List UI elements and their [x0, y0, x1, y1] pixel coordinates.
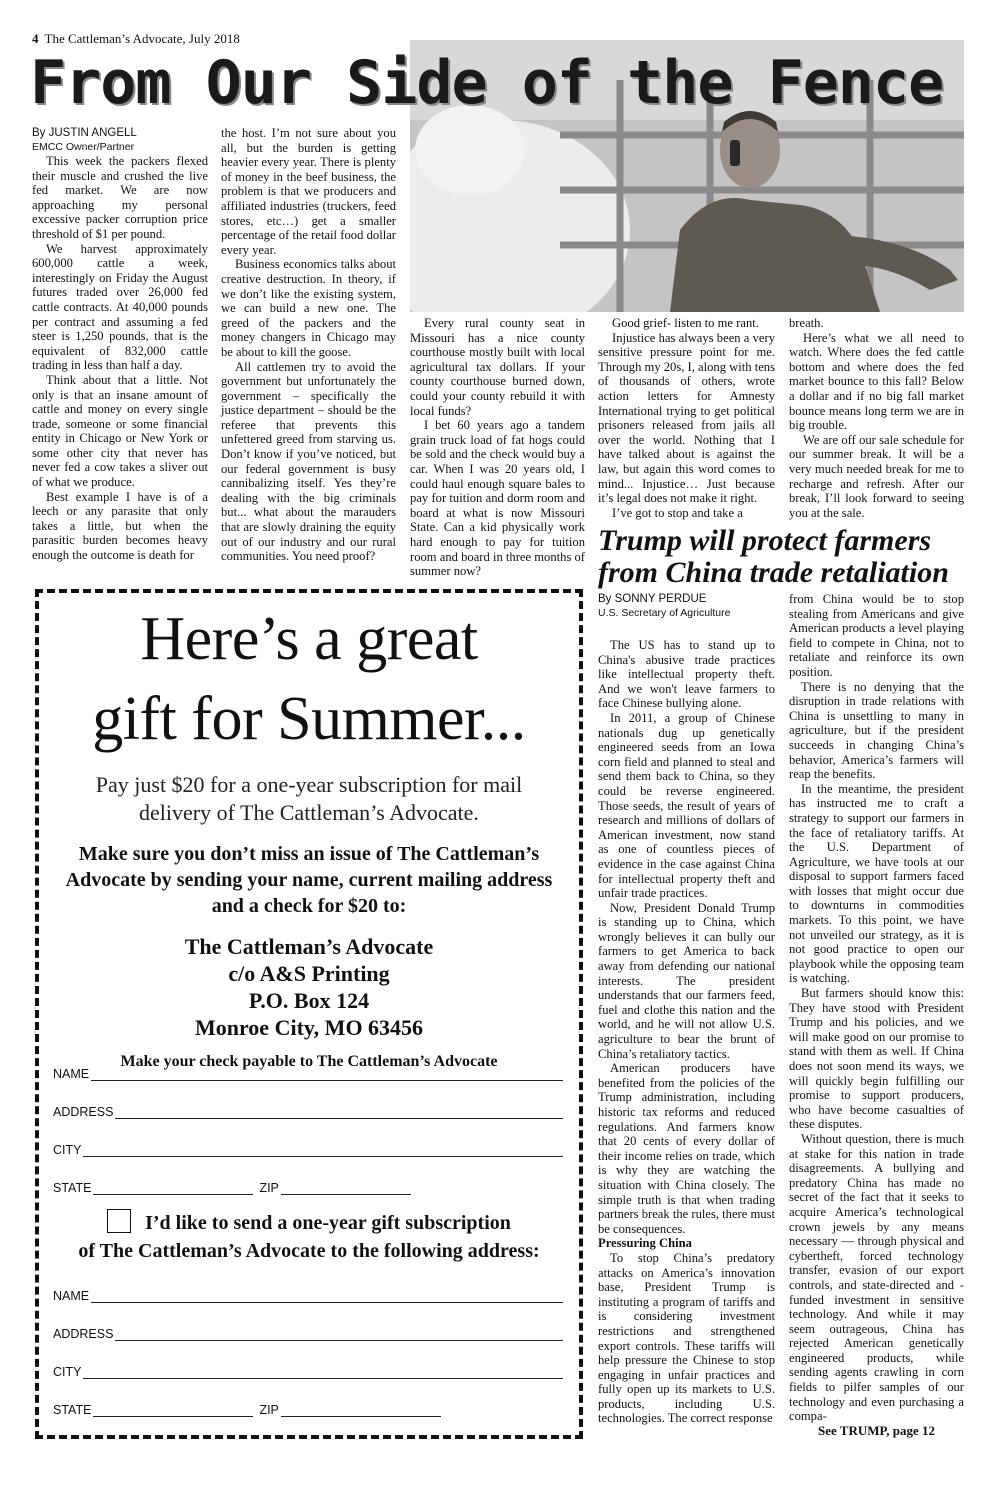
paragraph: In 2011, a group of Chinese nationals dug up genetically engineered seeds from an Iowa corn field and planned to steal and send them back to China, so they could be reverse engineered. Those seeds, the result of years of research and millions of dollars of American investment, now stand as one of countless pieces of evidence in the case against China for intellectual property theft and unfair trade practices. — [598, 710, 775, 901]
paragraph: Every rural county seat in Missouri has a nice county courthouse mostly built with local agricultural tax dollars. If your county courthouse burned down, could your county rebuild it with local funds? — [410, 316, 585, 418]
field-label: NAME — [53, 1289, 90, 1303]
byline-name: By JUSTIN ANGELL — [32, 127, 137, 139]
gift-state-zip-field[interactable] — [53, 1399, 563, 1417]
paragraph: To stop China’s predatory attacks on America’s innovation base, President Trump is instituting a program of tariffs and is considering investment restrictions and strengthened export controls. These tariffs will help pressure the Chinese to stop engaging in unfair practices and fully open up its markets to U.S. products, including U.S. technologies. The correct response — [598, 1250, 775, 1426]
paragraph: We harvest approximately 600,000 cattle a week, interestingly on Friday the August futures traded over 26,000 fed cattle contracts. At 40,000 pounds per contract and assuming a fed steer is 1,250 pounds, that is the equivalent of 832,000 cattle trading in less than half a day. — [32, 241, 208, 373]
section-banner: From Our Side of the Fence — [30, 48, 944, 118]
paragraph: This week the packers flexed their muscle and crushed the live fed market. We are now approaching my personal excessive packer corruption price threshold of $1 per pound. — [32, 154, 208, 241]
publication-name: The Cattleman’s Advocate, July 2018 — [44, 31, 240, 46]
paragraph: Best example I have is of a leech or any parasite that only takes a little, but when the parasitic burden becomes heavy enough the outcome is death for — [32, 489, 208, 563]
page-folio — [32, 31, 240, 47]
jump-reference[interactable]: See TRUMP, page 12 — [818, 1422, 935, 1438]
field-label: STATE — [53, 1181, 92, 1195]
paragraph: Here’s what we all need to watch. Where does the fed cattle bottom and where does the fed market bounce to this fall? Below a dollar and if no big fall market bounce means long term we are in big trouble. — [789, 330, 964, 433]
address-line: The Cattleman’s Advocate — [184, 934, 434, 959]
paragraph: Now, President Donald Trump is standing up to China, which wrongly believes it can bully our farmers to get America to back away from defending our national interests. The president understands that our farmers feed, fuel and clothe this nation and the world, and he will not allow U.S. agriculture to bear the brunt of China’s retaliatory tactics. — [598, 900, 775, 1061]
payable-note: Make your check payable to The Cattleman’s Advocate — [120, 1053, 498, 1070]
subhead: Pressuring China — [598, 1236, 692, 1251]
field-label: CITY — [53, 1143, 82, 1157]
paragraph: Think about that a little. Not only is that an insane amount of cattle and money on every single trade, someone or some financial entity in Chicago or New York or some other city that never has never fed a cow takes a sliver out of what we produce. — [32, 372, 208, 490]
ad-headline-line-1: Here’s a great — [140, 605, 478, 673]
angell-column-2 — [221, 126, 396, 564]
paragraph: I bet 60 years ago a tandem grain truck load of fat hogs could be sold and the check would buy a car. When I was 20 years old, I could haul enough square bales to pay for tuition and dorm room and board at what is now Missouri State. Can a kid physically work hard enough to pay for tuition room and board in three months of summer now? — [410, 418, 585, 579]
gift-line-2: of The Cattleman’s Advocate to the following address: — [78, 1240, 540, 1262]
address-line: c/o A&S Printing — [228, 961, 390, 986]
byline-title: EMCC Owner/Partner — [32, 141, 135, 153]
gift-address-field[interactable] — [53, 1323, 563, 1341]
address-field[interactable] — [53, 1101, 563, 1119]
paragraph: the host. I’m not sure about you all, but the burden is getting heavier every year. There is plenty of money in the beef business, the problem is that we producers and affiliated industries (truckers, feed stores, etc…) get a smaller percentage of the retail food dollar every year. — [221, 126, 396, 257]
paragraph: The US has to stand up to China's abusive trade practices like intellectual property theft. And we won't leave farmers to face Chinese bullying alone. — [598, 638, 775, 711]
paragraph: breath. — [789, 316, 824, 330]
paragraph: Good grief- listen to me rant. — [612, 316, 759, 330]
gift-line-1: I’d like to send a one-year gift subscription — [145, 1212, 511, 1234]
field-label: CITY — [53, 1365, 82, 1379]
ad-instructions: Make sure you don’t miss an issue of The Cattleman’s Advocate by sending your name, current mailing address and a check for $20 to: — [65, 843, 553, 917]
paragraph: Injustice has always been a very sensitive pressure point for me. Through my 20s, I, along with tens of thousands of others, wrote action letters for Amnesty International trying to get political prisoners released from jails all over the world. Nothing that I have talked about is against the law, but again this word comes to mind... Injustice… Just because it’s legal does not make it right. — [598, 330, 775, 506]
paragraph: There is no denying that the disruption in trade relations with China is unsettling to many in agriculture, but if the president succeeds in changing China’s behavior, America’s farmers will reap the benefits. — [789, 679, 964, 782]
angell-byline — [32, 126, 208, 154]
byline-name: By SONNY PERDUE — [598, 593, 707, 605]
angell-column-4 — [598, 316, 775, 520]
angell-column-3 — [410, 316, 585, 579]
ad-price-text: Pay just $20 for a one-year subscription for mail delivery of The Cattleman’s Advocate. — [95, 772, 523, 825]
page-number: 4 — [32, 31, 39, 46]
ad-headline — [39, 599, 579, 759]
address-line: Monroe City, MO 63456 — [194, 1015, 424, 1040]
field-label: ZIP — [259, 1403, 279, 1417]
name-field[interactable] — [53, 1063, 563, 1081]
city-field[interactable] — [53, 1139, 563, 1157]
angell-column-5 — [789, 316, 964, 520]
state-zip-field[interactable] — [53, 1177, 563, 1195]
paragraph: American producers have benefited from the policies of the Trump administration, including historic tax reforms and reduced regulations. And farmers know that 20 cents of every dollar of their income relies on trade, which is why they are watching the situation with China closely. The simple truth is that when trading partners break the rules, there must be consequences. — [598, 1061, 775, 1236]
field-label: ADDRESS — [53, 1105, 114, 1119]
trump-headline: Trump will protect farmers from China trade retaliation — [598, 524, 949, 589]
field-label: ADDRESS — [53, 1327, 114, 1341]
paragraph: All cattlemen try to avoid the government but unfortunately the government – specifically the justice department – should be the referee that prevents this unfettered greed from starving us. Don’t know if you’ve noticed, but our federal government is busy cannibalizing itself. Yes they’re dealing with the big criminals but... what about the marauders that are slowly draining the equity out of our industry and our rural communities. You need proof? — [221, 359, 396, 564]
gift-name-field[interactable] — [53, 1285, 563, 1303]
address-line: P.O. Box 124 — [248, 988, 370, 1013]
paragraph: We are off our sale schedule for our summer break. It will be a very much needed break for me to recharge and refresh. After our break, I’ll look forward to seeing you at the sale. — [789, 432, 964, 520]
field-label: ZIP — [259, 1181, 279, 1195]
byline-title: U.S. Secretary of Agriculture — [598, 607, 731, 619]
field-label: NAME — [53, 1067, 90, 1081]
ad-headline-line-2: gift for Summer... — [92, 685, 526, 753]
gift-checkbox[interactable] — [107, 1209, 131, 1233]
paragraph: I’ve got to stop and take a — [612, 505, 743, 520]
angell-column-1 — [32, 126, 208, 563]
mailing-address — [39, 933, 579, 1041]
perdue-byline — [598, 592, 775, 620]
paragraph: Without question, there is much at stake for this nation in trade disagreements. A bullying and predatory China has made no secret of the fact that it seeks to acquire America’s technological crown jewels by any means necessary — through physical and cybertheft, forced technology transfer, evasion of our export controls, and state-directed and -funded investment in sensitive technology. And while it may seem outrageous, China has rejected American genetically engineered products, while sending agents crawling in corn fields to pilfer samples of our technology and even purchasing a compa- — [789, 1131, 964, 1424]
gift-city-field[interactable] — [53, 1361, 563, 1379]
field-label: STATE — [53, 1403, 92, 1417]
paragraph: Business economics talks about creative destruction. In theory, if we don’t like the existing system, we can build a new one. The greed of the packers and the money changers in Chicago may be about to kill the goose. — [221, 257, 396, 359]
perdue-column-2 — [789, 592, 964, 1438]
perdue-column-1 — [598, 592, 775, 1426]
paragraph: But farmers should know this: They have stood with President Trump and his policies, and we will make good on our promise to stand with them as well. If China does not soon mend its ways, we will quickly begin fulfilling our promise to support producers, who have become casualties of these disputes. — [789, 986, 964, 1132]
gift-subscription-option — [39, 1209, 579, 1265]
paragraph: from China would be to stop stealing from Americans and give American products a level playing field to compete in China, not to retaliate and reinforce its own position. — [789, 592, 964, 679]
paragraph: In the meantime, the president has instructed me to craft a strategy to support our farmers in the face of retaliatory tariffs. At the U.S. Department of Agriculture, we have tools at our disposal to support farmers faced with losses that might occur due to downturns in commodities markets. To this point, we have not unveiled our strategy, as it is not good practice to open our playbook while the opposing team is watching. — [789, 781, 964, 986]
subscription-ad — [35, 589, 583, 1439]
